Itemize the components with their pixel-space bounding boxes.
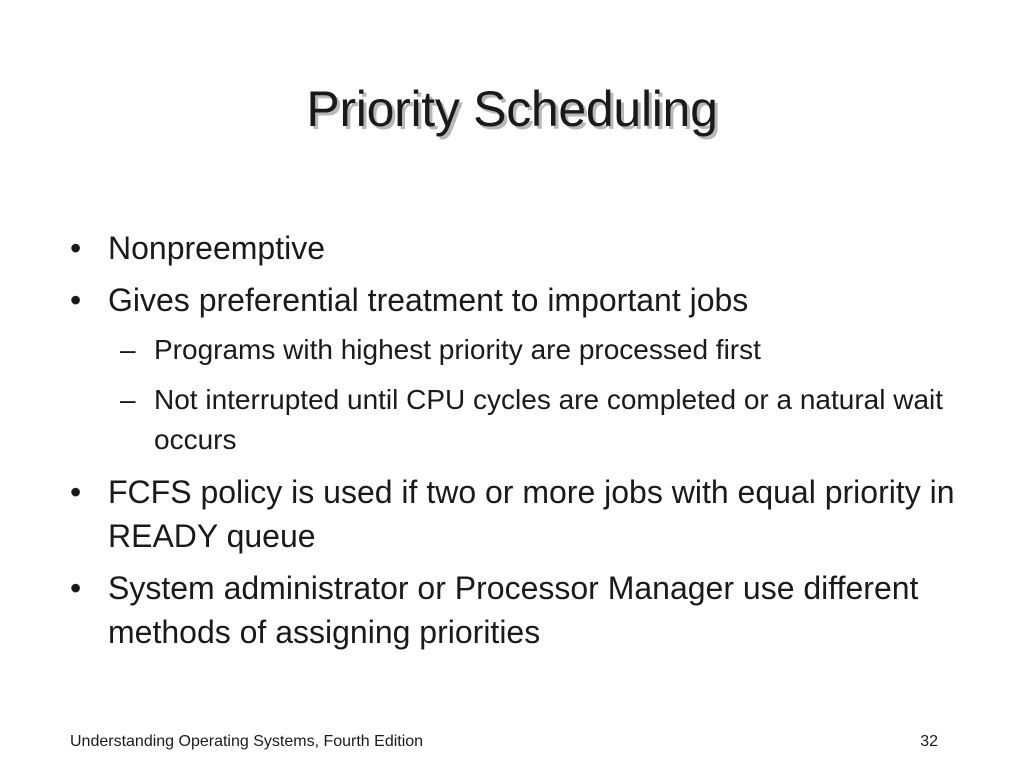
- sub-bullet-item: [70, 330, 970, 370]
- bullet-marker: •: [70, 474, 82, 510]
- sub-bullet-list: [70, 330, 970, 460]
- bullet-marker: •: [70, 570, 82, 606]
- bullet-text: System administrator or Processor Manager use different methods of assigning priorities: [108, 570, 919, 650]
- bullet-item: [70, 278, 970, 322]
- sub-bullet-text: Programs with highest priority are processed first: [154, 334, 761, 365]
- bullet-marker: •: [70, 230, 82, 266]
- bullet-item: [70, 566, 970, 654]
- slide-title: Priority Scheduling: [306, 81, 718, 137]
- bullet-text: Gives preferential treatment to important jobs: [108, 282, 749, 318]
- footer-book-title: Understanding Operating Systems, Fourth Edition: [70, 733, 424, 750]
- bullet-text: Nonpreemptive: [108, 230, 325, 266]
- bullet-marker: •: [70, 282, 82, 318]
- bullet-item: [70, 470, 970, 558]
- bullet-item: [70, 226, 970, 270]
- bullet-list: [70, 226, 970, 662]
- footer-page-number: 32: [920, 733, 938, 750]
- sub-bullet-marker: –: [120, 334, 136, 365]
- bullet-text: FCFS policy is used if two or more jobs with equal priority in READY queue: [108, 474, 955, 554]
- sub-bullet-text: Not interrupted until CPU cycles are completed or a natural wait occurs: [154, 384, 944, 455]
- sub-bullet-item: [70, 380, 970, 460]
- sub-bullet-marker: –: [120, 384, 136, 415]
